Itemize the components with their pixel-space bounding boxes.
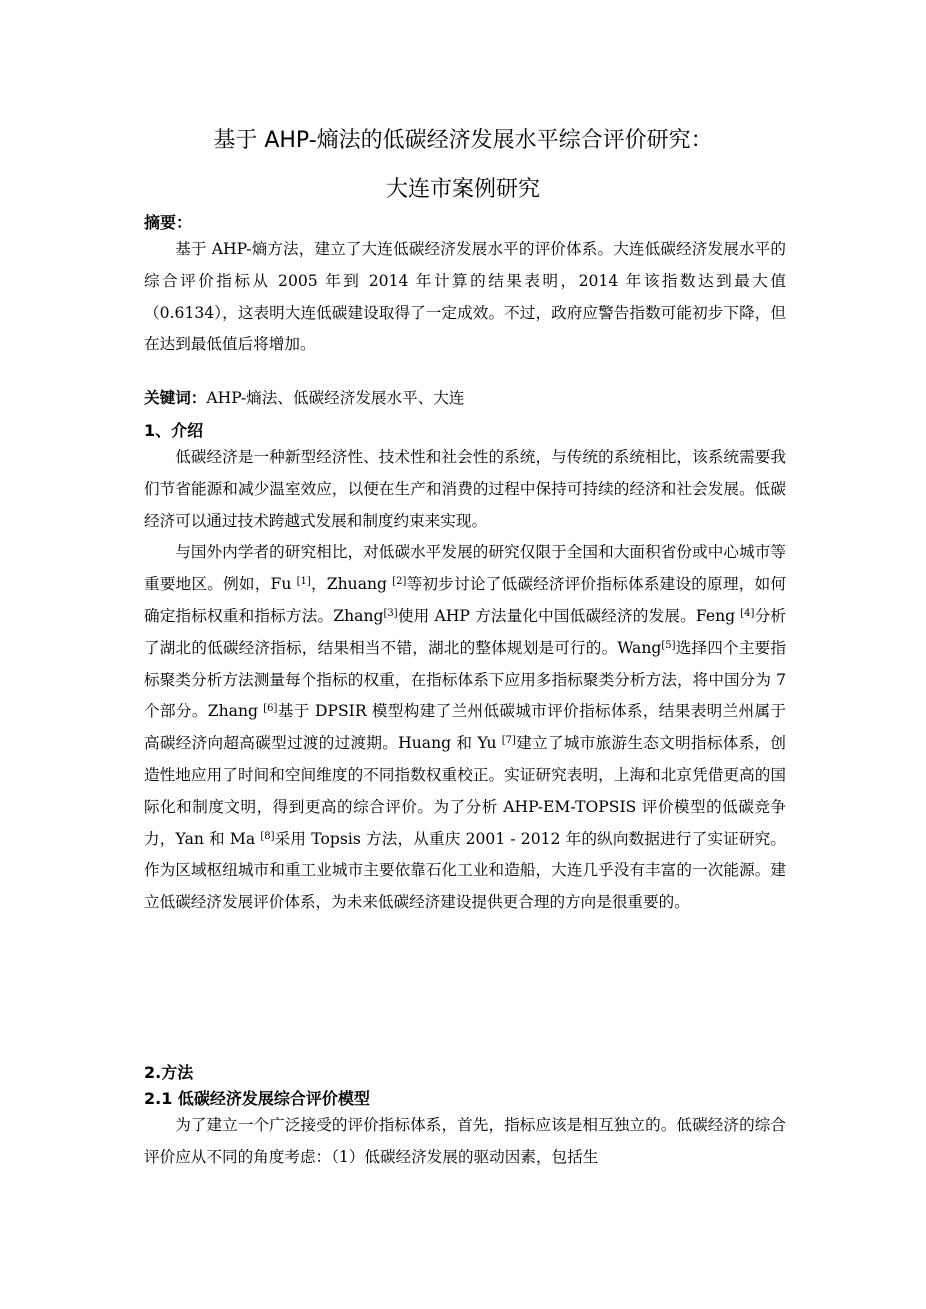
citation-5[interactable]: [5]	[661, 639, 676, 651]
citation-3[interactable]: [3]	[383, 607, 398, 619]
intro-text-3: 等初步讨论了低碳经济评价指标体系建设的原理，如何确定指标权重和指标方法。Zhang	[144, 575, 786, 625]
keywords-label: 关键词：	[144, 389, 207, 407]
paper-title-line-1: 基于 AHP-熵法的低碳经济发展水平综合评价研究：	[213, 128, 713, 153]
intro-text-2: ，Zhuang	[310, 575, 393, 594]
section-1-heading: 1、介绍	[144, 421, 204, 440]
intro-text-5: 分析了湖北的低碳经济指标，结果相当不错，湖北的整体规划是可行的。Wang	[144, 606, 786, 657]
citation-7[interactable]: [7]	[501, 735, 516, 747]
abstract-label: 摘要：	[144, 213, 193, 232]
abstract-paragraph: 基于 AHP-熵方法，建立了大连低碳经济发展水平的评价体系。大连低碳经济发展水平的综合评价指标从 2005 年到 2014 年计算的结果表明，2014 年该指数达到最大值（0.6134），这表明大连低碳建设取得了一定成效。不过，政府应警告指数可能初步下降，但在达到最低值后将增加。	[144, 240, 786, 354]
section-2-heading: 2.方法	[144, 1063, 194, 1082]
paper-title-line-2: 大连市案例研究	[385, 177, 540, 202]
intro-paragraph-2	[144, 537, 786, 919]
abstract-body	[144, 234, 786, 361]
citation-6[interactable]: [6]	[263, 703, 278, 715]
citation-8[interactable]: [8]	[260, 830, 275, 842]
keywords-text: AHP-熵法、低碳经济发展水平、大连	[206, 389, 465, 407]
citation-1[interactable]: [1]	[296, 576, 311, 588]
citation-2[interactable]: [2]	[392, 576, 407, 588]
intro-text-7: 基于 DPSIR 模型构建了兰州低碳城市评价指标体系，结果表明兰州属于高碳经济向超高碳型过渡的过渡期。Huang 和 Yu	[144, 702, 786, 753]
intro-text-1: 与国外内学者的研究相比，对低碳水平发展的研究仅限于全国和大面积省份或中心城市等重要地区。例如，Fu	[144, 543, 786, 594]
method-body	[144, 1110, 786, 1174]
section-2-1-heading: 2.1 低碳经济发展综合评价模型	[144, 1089, 370, 1108]
intro-text-6: 选择四个主要指标聚类分析方法测量每个指标的权重，在指标体系下应用多指标聚类分析方法，将中国分为 7 个部分。Zhang	[144, 638, 786, 721]
intro-text-8: 建立了城市旅游生态文明指标体系，创造性地应用了时间和空间维度的不同指数权重校正。实证研究表明，上海和北京凭借更高的国际化和制度文明，得到更高的综合评价。为了分析 AHP-EM-TOPSIS 评价模型的低碳竞争力，Yan 和 Ma	[144, 734, 786, 848]
keywords	[144, 386, 464, 408]
method-paragraph-1: 为了建立一个广泛接受的评价指标体系，首先，指标应该是相互独立的。低碳经济的综合评价应从不同的角度考虑：（1）低碳经济发展的驱动因素，包括生	[144, 1116, 786, 1166]
intro-paragraph-1: 低碳经济是一种新型经济性、技术性和社会性的系统，与传统的系统相比，该系统需要我们节省能源和减少温室效应，以便在生产和消费的过程中保持可持续的经济和社会发展。低碳经济可以通过技术跨越式发展和制度约束来实现。	[144, 448, 786, 530]
citation-4[interactable]: [4]	[740, 607, 755, 619]
intro-text-9: 采用 Topsis 方法，从重庆 2001 - 2012 年的纵向数据进行了实证研究。作为区域枢纽城市和重工业城市主要依靠石化工业和造船，大连几乎没有丰富的一次能源。建立低碳经济发展评价体系，为未来低碳经济建设提供更合理的方向是很重要的。	[144, 829, 786, 912]
intro-text-4: 使用 AHP 方法量化中国低碳经济的发展。Feng	[397, 606, 741, 625]
introduction-body	[144, 442, 786, 919]
